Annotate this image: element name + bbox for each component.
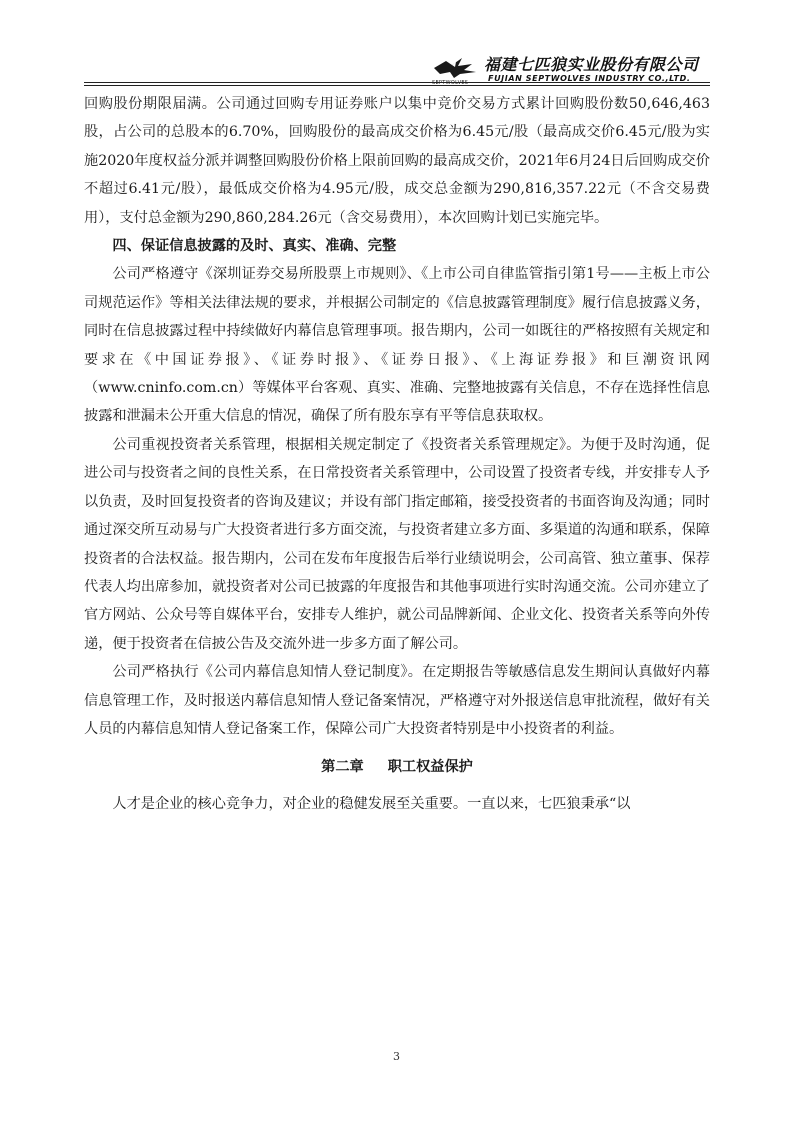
chapter-number: 第二章 — [321, 759, 364, 776]
logo-text: SEPTWOLVES — [432, 80, 469, 86]
chapter-title: 职工权益保护 — [387, 759, 473, 776]
document-body — [84, 90, 710, 818]
company-name-cn: 福建七匹狼实业股份有限公司 — [484, 55, 699, 74]
page-number: 3 — [393, 1050, 400, 1063]
paragraph: 公司严格遵守《深圳证券交易所股票上市规则》、《上市公司自律监管指引第1号——主板上市公司规范运作》等相关法律法规的要求，并根据公司制定的《信息披露管理制度》履行信息披露义务，同时在信息披露过程中持续做好内幕信息管理事项。报告期内，公司一如既往的严格按照有关规定和要求在《中国证券报》、《证券时报》、《证券日报》、《上海证券报》和巨潮资讯网（www.cninfo.com.cn）等媒体平台客观、真实、准确、完整地披露有关信息，不存在选择性信息披露和泄漏未公开重大信息的情况，确保了所有股东享有平等信息获取权。 — [84, 266, 710, 425]
page-header — [84, 48, 710, 84]
paragraph: 人才是企业的核心竞争力，对企业的稳健发展至关重要。一直以来，七匹狼秉承“以 — [112, 795, 631, 812]
paragraph: 回购股份期限届满。公司通过回购专用证券账户以集中竞价交易方式累计回购股份数50,646,463股，占公司的总股本的6.70%，回购股份的最高成交价格为6.45元/股（最高成交价6.45元/股为实施2020年度权益分派并调整回购股份价格上限前回购的最高成交价，2021年6月24日后回购成交价不超过6.41元/股），最低成交价格为4.95元/股，成交总金额为290,816,357.22元（不含交易费用），支付总金额为290,860,284.26元（含交易费用），本次回购计划已实施完毕。 — [84, 96, 710, 226]
wolf-logo-icon — [432, 56, 480, 80]
section-heading: 四、保证信息披露的及时、真实、准确、完整 — [112, 238, 397, 255]
chapter-heading — [84, 753, 710, 781]
company-name-en: FUJIAN SEPTWOLVES INDUSTRY CO.,LTD. — [488, 74, 691, 83]
paragraph: 公司严格执行《公司内幕信息知情人登记制度》。在定期报告等敏感信息发生期间认真做好内幕信息管理工作，及时报送内幕信息知情人登记备案情况，严格遵守对外报送信息审批流程，做好有关人员的内幕信息知情人登记备案工作，保障公司广大投资者特别是中小投资者的利益。 — [84, 664, 710, 737]
paragraph: 公司重视投资者关系管理，根据相关规定制定了《投资者关系管理规定》。为便于及时沟通，促进公司与投资者之间的良性关系，在日常投资者关系管理中，公司设置了投资者专线，并安排专人予以负责，及时回复投资者的咨询及建议；并设有部门指定邮箱，接受投资者的书面咨询及沟通；同时通过深交所互动易与广大投资者进行多方面交流，与投资者建立多方面、多渠道的沟通和联系，保障投资者的合法权益。报告期内，公司在发布年度报告后举行业绩说明会，公司高管、独立董事、保荐代表人均出席参加，就投资者对公司已披露的年度报告和其他事项进行实时沟通交流。公司亦建立了官方网站、公众号等自媒体平台，安排专人维护，就公司品牌新闻、企业文化、投资者关系等向外传递，便于投资者在信披公告及交流外进一步多方面了解公司。 — [84, 436, 710, 652]
header-rule-thin — [84, 85, 710, 86]
header-rule-thick — [84, 82, 710, 83]
